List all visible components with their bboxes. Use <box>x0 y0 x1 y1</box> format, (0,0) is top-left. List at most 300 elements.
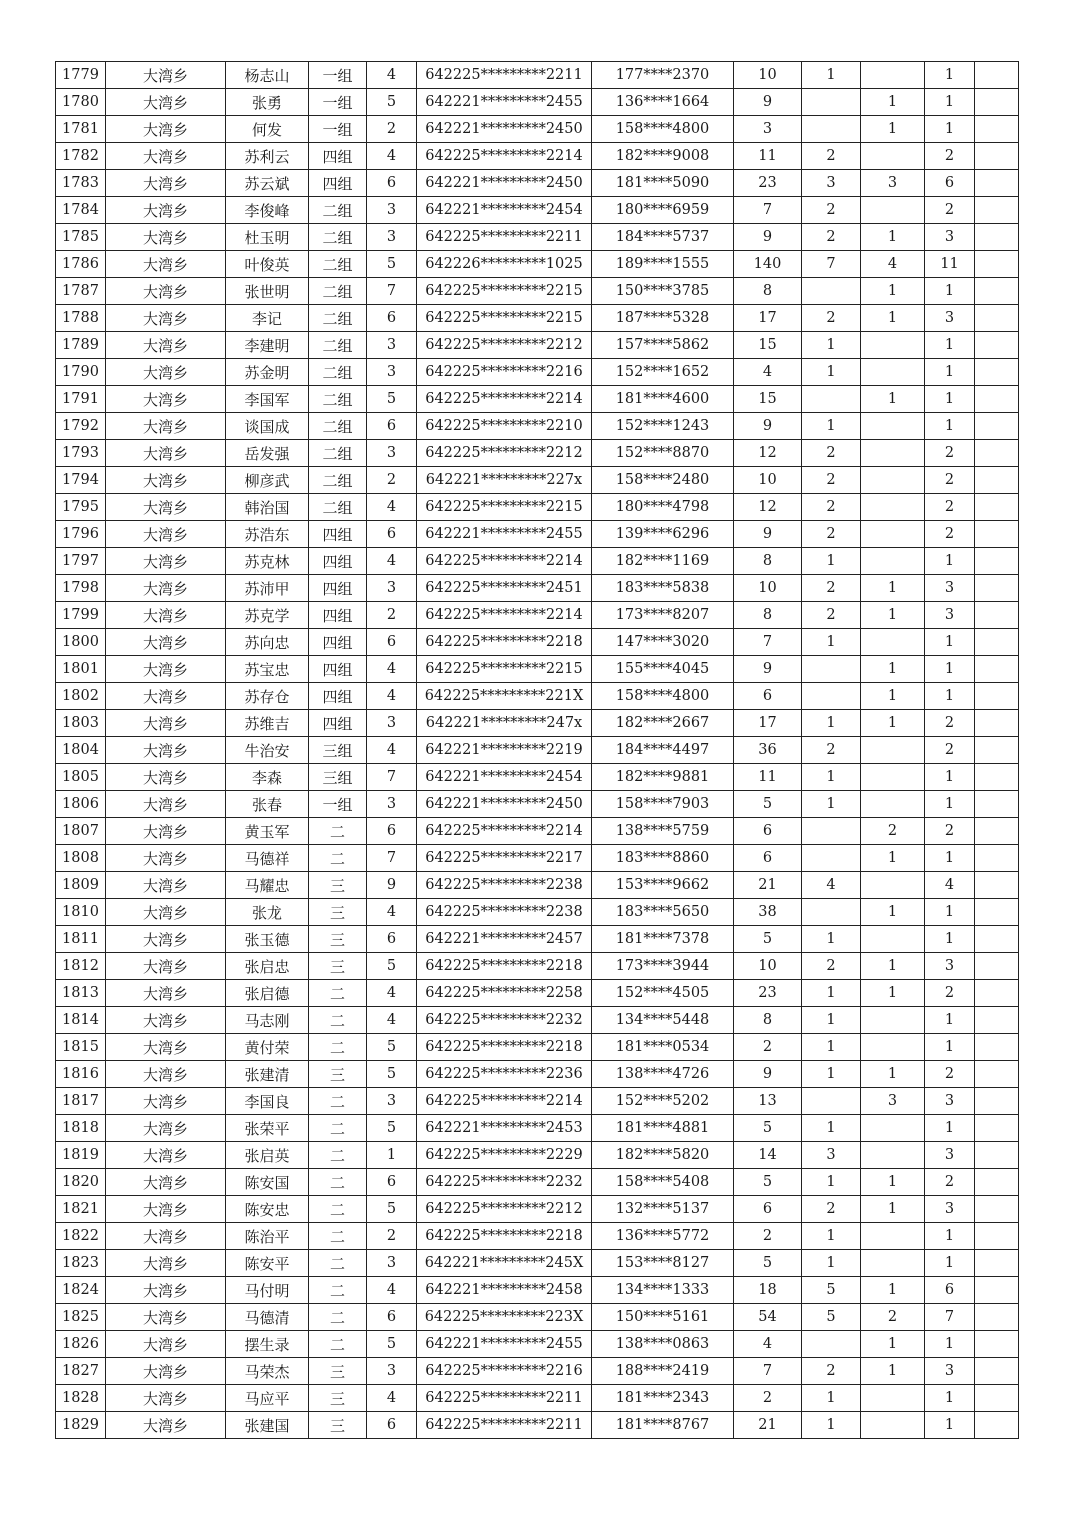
count-b-cell: 1 <box>802 1412 861 1439</box>
householder-name-cell: 岳发强 <box>226 440 309 467</box>
household-size-cell: 6 <box>367 629 417 656</box>
household-size-cell: 4 <box>367 494 417 521</box>
householder-name-cell: 李记 <box>226 305 309 332</box>
village-group-cell: 一组 <box>309 89 367 116</box>
township-cell: 大湾乡 <box>106 1223 226 1250</box>
township-cell: 大湾乡 <box>106 548 226 575</box>
id-number-cell: 642225*********2258 <box>417 980 592 1007</box>
count-b-cell <box>802 1331 861 1358</box>
row-number-cell: 1809 <box>56 872 106 899</box>
count-b-cell: 2 <box>802 575 861 602</box>
count-a-cell: 18 <box>734 1277 802 1304</box>
row-number-cell: 1810 <box>56 899 106 926</box>
householder-name-cell: 杜玉明 <box>226 224 309 251</box>
id-number-cell: 642225*********2215 <box>417 305 592 332</box>
remark-cell <box>975 953 1019 980</box>
count-c-cell: 1 <box>861 89 925 116</box>
remark-cell <box>975 656 1019 683</box>
remark-cell <box>975 548 1019 575</box>
count-total-cell: 2 <box>925 737 975 764</box>
count-a-cell: 7 <box>734 629 802 656</box>
table-row <box>56 251 1019 278</box>
township-cell: 大湾乡 <box>106 1007 226 1034</box>
phone-number-cell: 181****5090 <box>592 170 734 197</box>
count-a-cell: 140 <box>734 251 802 278</box>
count-total-cell: 1 <box>925 1250 975 1277</box>
table-row <box>56 1007 1019 1034</box>
household-size-cell: 2 <box>367 116 417 143</box>
household-size-cell: 5 <box>367 1115 417 1142</box>
village-group-cell: 二 <box>309 818 367 845</box>
township-cell: 大湾乡 <box>106 926 226 953</box>
row-number-cell: 1820 <box>56 1169 106 1196</box>
household-size-cell: 4 <box>367 1007 417 1034</box>
household-size-cell: 2 <box>367 467 417 494</box>
id-number-cell: 642225*********2218 <box>417 1223 592 1250</box>
count-c-cell <box>861 440 925 467</box>
phone-number-cell: 152****4505 <box>592 980 734 1007</box>
township-cell: 大湾乡 <box>106 1250 226 1277</box>
household-size-cell: 4 <box>367 62 417 89</box>
count-b-cell: 1 <box>802 1385 861 1412</box>
phone-number-cell: 138****4726 <box>592 1061 734 1088</box>
id-number-cell: 642225*********2216 <box>417 1358 592 1385</box>
table-row <box>56 872 1019 899</box>
township-cell: 大湾乡 <box>106 1088 226 1115</box>
count-a-cell: 23 <box>734 170 802 197</box>
table-row <box>56 1088 1019 1115</box>
count-c-cell <box>861 143 925 170</box>
table-row <box>56 332 1019 359</box>
count-a-cell: 21 <box>734 1412 802 1439</box>
row-number-cell: 1796 <box>56 521 106 548</box>
household-size-cell: 5 <box>367 1061 417 1088</box>
count-a-cell: 54 <box>734 1304 802 1331</box>
phone-number-cell: 181****4600 <box>592 386 734 413</box>
householder-name-cell: 谈国成 <box>226 413 309 440</box>
household-size-cell: 3 <box>367 791 417 818</box>
phone-number-cell: 182****9881 <box>592 764 734 791</box>
count-total-cell: 2 <box>925 521 975 548</box>
householder-name-cell: 张荣平 <box>226 1115 309 1142</box>
id-number-cell: 642221*********247x <box>417 710 592 737</box>
count-c-cell <box>861 548 925 575</box>
id-number-cell: 642225*********2214 <box>417 548 592 575</box>
count-total-cell: 2 <box>925 818 975 845</box>
count-b-cell: 2 <box>802 224 861 251</box>
count-a-cell: 8 <box>734 278 802 305</box>
row-number-cell: 1795 <box>56 494 106 521</box>
remark-cell <box>975 980 1019 1007</box>
table-row <box>56 737 1019 764</box>
count-a-cell: 23 <box>734 980 802 1007</box>
row-number-cell: 1787 <box>56 278 106 305</box>
household-size-cell: 3 <box>367 1088 417 1115</box>
row-number-cell: 1829 <box>56 1412 106 1439</box>
count-total-cell: 1 <box>925 89 975 116</box>
table-row <box>56 386 1019 413</box>
village-group-cell: 三组 <box>309 737 367 764</box>
count-b-cell <box>802 656 861 683</box>
count-total-cell: 3 <box>925 953 975 980</box>
count-a-cell: 8 <box>734 548 802 575</box>
village-group-cell: 一组 <box>309 62 367 89</box>
count-c-cell: 1 <box>861 278 925 305</box>
township-cell: 大湾乡 <box>106 89 226 116</box>
village-group-cell: 二组 <box>309 413 367 440</box>
count-b-cell: 2 <box>802 305 861 332</box>
phone-number-cell: 138****5759 <box>592 818 734 845</box>
count-c-cell <box>861 764 925 791</box>
household-size-cell: 4 <box>367 548 417 575</box>
household-size-cell: 6 <box>367 413 417 440</box>
count-b-cell <box>802 899 861 926</box>
table-row <box>56 116 1019 143</box>
remark-cell <box>975 791 1019 818</box>
phone-number-cell: 153****9662 <box>592 872 734 899</box>
count-c-cell: 1 <box>861 899 925 926</box>
phone-number-cell: 158****2480 <box>592 467 734 494</box>
village-group-cell: 二 <box>309 1223 367 1250</box>
count-c-cell <box>861 62 925 89</box>
count-c-cell: 4 <box>861 251 925 278</box>
table-row <box>56 413 1019 440</box>
householder-name-cell: 马德祥 <box>226 845 309 872</box>
remark-cell <box>975 845 1019 872</box>
table-row <box>56 1142 1019 1169</box>
id-number-cell: 642221*********2457 <box>417 926 592 953</box>
township-cell: 大湾乡 <box>106 332 226 359</box>
township-cell: 大湾乡 <box>106 629 226 656</box>
remark-cell <box>975 1412 1019 1439</box>
row-number-cell: 1804 <box>56 737 106 764</box>
village-group-cell: 二 <box>309 1115 367 1142</box>
table-row <box>56 197 1019 224</box>
id-number-cell: 642225*********2212 <box>417 1196 592 1223</box>
table-row <box>56 899 1019 926</box>
householder-name-cell: 苏云斌 <box>226 170 309 197</box>
count-total-cell: 3 <box>925 1358 975 1385</box>
count-total-cell: 3 <box>925 224 975 251</box>
table-row <box>56 89 1019 116</box>
phone-number-cell: 184****5737 <box>592 224 734 251</box>
count-b-cell: 1 <box>802 1169 861 1196</box>
count-c-cell <box>861 629 925 656</box>
householder-name-cell: 苏浩东 <box>226 521 309 548</box>
count-total-cell: 6 <box>925 170 975 197</box>
household-size-cell: 4 <box>367 1385 417 1412</box>
household-size-cell: 5 <box>367 89 417 116</box>
township-cell: 大湾乡 <box>106 440 226 467</box>
table-row <box>56 980 1019 1007</box>
remark-cell <box>975 332 1019 359</box>
householder-name-cell: 李建明 <box>226 332 309 359</box>
id-number-cell: 642221*********245X <box>417 1250 592 1277</box>
id-number-cell: 642225*********2238 <box>417 899 592 926</box>
householder-name-cell: 摆生录 <box>226 1331 309 1358</box>
count-a-cell: 38 <box>734 899 802 926</box>
count-b-cell: 2 <box>802 521 861 548</box>
count-b-cell: 1 <box>802 413 861 440</box>
remark-cell <box>975 1250 1019 1277</box>
id-number-cell: 642221*********2450 <box>417 791 592 818</box>
count-a-cell: 17 <box>734 305 802 332</box>
householder-name-cell: 苏向忠 <box>226 629 309 656</box>
row-number-cell: 1798 <box>56 575 106 602</box>
count-c-cell: 1 <box>861 1358 925 1385</box>
table-row <box>56 710 1019 737</box>
remark-cell <box>975 467 1019 494</box>
count-total-cell: 11 <box>925 251 975 278</box>
count-a-cell: 10 <box>734 953 802 980</box>
count-c-cell: 1 <box>861 1277 925 1304</box>
row-number-cell: 1792 <box>56 413 106 440</box>
id-number-cell: 642225*********2232 <box>417 1007 592 1034</box>
householder-name-cell: 马荣杰 <box>226 1358 309 1385</box>
row-number-cell: 1818 <box>56 1115 106 1142</box>
village-group-cell: 三组 <box>309 764 367 791</box>
count-total-cell: 3 <box>925 602 975 629</box>
table-row <box>56 1385 1019 1412</box>
count-c-cell <box>861 494 925 521</box>
township-cell: 大湾乡 <box>106 1169 226 1196</box>
row-number-cell: 1794 <box>56 467 106 494</box>
householder-name-cell: 马付明 <box>226 1277 309 1304</box>
village-group-cell: 三 <box>309 953 367 980</box>
count-b-cell <box>802 1088 861 1115</box>
householder-name-cell: 苏存仓 <box>226 683 309 710</box>
household-size-cell: 7 <box>367 764 417 791</box>
count-c-cell: 3 <box>861 1088 925 1115</box>
phone-number-cell: 183****5838 <box>592 575 734 602</box>
count-c-cell <box>861 359 925 386</box>
count-a-cell: 2 <box>734 1223 802 1250</box>
township-cell: 大湾乡 <box>106 116 226 143</box>
count-total-cell: 2 <box>925 980 975 1007</box>
household-size-cell: 3 <box>367 710 417 737</box>
id-number-cell: 642225*********2218 <box>417 1034 592 1061</box>
householder-name-cell: 张启忠 <box>226 953 309 980</box>
id-number-cell: 642225*********2232 <box>417 1169 592 1196</box>
count-c-cell: 2 <box>861 818 925 845</box>
remark-cell <box>975 818 1019 845</box>
count-c-cell: 1 <box>861 1196 925 1223</box>
household-size-cell: 4 <box>367 737 417 764</box>
table-row <box>56 1115 1019 1142</box>
householder-name-cell: 李森 <box>226 764 309 791</box>
table-row <box>56 494 1019 521</box>
householder-name-cell: 李国军 <box>226 386 309 413</box>
row-number-cell: 1816 <box>56 1061 106 1088</box>
township-cell: 大湾乡 <box>106 1196 226 1223</box>
householder-name-cell: 张勇 <box>226 89 309 116</box>
remark-cell <box>975 1115 1019 1142</box>
village-group-cell: 四组 <box>309 656 367 683</box>
village-group-cell: 一组 <box>309 116 367 143</box>
remark-cell <box>975 629 1019 656</box>
table-row <box>56 440 1019 467</box>
row-number-cell: 1789 <box>56 332 106 359</box>
household-table <box>55 61 1019 1439</box>
household-size-cell: 5 <box>367 1034 417 1061</box>
count-a-cell: 9 <box>734 1061 802 1088</box>
row-number-cell: 1813 <box>56 980 106 1007</box>
row-number-cell: 1797 <box>56 548 106 575</box>
township-cell: 大湾乡 <box>106 521 226 548</box>
phone-number-cell: 183****8860 <box>592 845 734 872</box>
remark-cell <box>975 359 1019 386</box>
householder-name-cell: 苏利云 <box>226 143 309 170</box>
row-number-cell: 1779 <box>56 62 106 89</box>
count-c-cell <box>861 1115 925 1142</box>
row-number-cell: 1791 <box>56 386 106 413</box>
phone-number-cell: 138****0863 <box>592 1331 734 1358</box>
count-a-cell: 6 <box>734 845 802 872</box>
householder-name-cell: 马耀忠 <box>226 872 309 899</box>
remark-cell <box>975 1034 1019 1061</box>
count-b-cell: 2 <box>802 1196 861 1223</box>
count-total-cell: 1 <box>925 278 975 305</box>
row-number-cell: 1826 <box>56 1331 106 1358</box>
township-cell: 大湾乡 <box>106 359 226 386</box>
count-b-cell: 4 <box>802 872 861 899</box>
count-total-cell: 7 <box>925 1304 975 1331</box>
id-number-cell: 642221*********2450 <box>417 116 592 143</box>
count-b-cell: 3 <box>802 170 861 197</box>
row-number-cell: 1783 <box>56 170 106 197</box>
count-total-cell: 1 <box>925 1115 975 1142</box>
village-group-cell: 二组 <box>309 386 367 413</box>
phone-number-cell: 134****1333 <box>592 1277 734 1304</box>
count-a-cell: 9 <box>734 413 802 440</box>
householder-name-cell: 苏金明 <box>226 359 309 386</box>
count-b-cell <box>802 386 861 413</box>
count-total-cell: 1 <box>925 1331 975 1358</box>
household-size-cell: 7 <box>367 278 417 305</box>
count-b-cell: 1 <box>802 791 861 818</box>
count-total-cell: 3 <box>925 1196 975 1223</box>
village-group-cell: 二组 <box>309 440 367 467</box>
count-total-cell: 3 <box>925 305 975 332</box>
remark-cell <box>975 1061 1019 1088</box>
household-size-cell: 3 <box>367 197 417 224</box>
household-size-cell: 2 <box>367 1223 417 1250</box>
count-c-cell <box>861 1007 925 1034</box>
village-group-cell: 二 <box>309 845 367 872</box>
count-b-cell <box>802 116 861 143</box>
count-a-cell: 10 <box>734 467 802 494</box>
householder-name-cell: 柳彦武 <box>226 467 309 494</box>
count-c-cell <box>861 332 925 359</box>
count-total-cell: 1 <box>925 332 975 359</box>
township-cell: 大湾乡 <box>106 656 226 683</box>
household-size-cell: 4 <box>367 899 417 926</box>
township-cell: 大湾乡 <box>106 980 226 1007</box>
count-c-cell <box>861 1250 925 1277</box>
household-size-cell: 3 <box>367 1358 417 1385</box>
phone-number-cell: 147****3020 <box>592 629 734 656</box>
row-number-cell: 1807 <box>56 818 106 845</box>
count-b-cell: 3 <box>802 1142 861 1169</box>
count-c-cell <box>861 791 925 818</box>
count-a-cell: 9 <box>734 521 802 548</box>
id-number-cell: 642225*********2211 <box>417 1385 592 1412</box>
village-group-cell: 四组 <box>309 710 367 737</box>
id-number-cell: 642221*********2450 <box>417 170 592 197</box>
row-number-cell: 1782 <box>56 143 106 170</box>
phone-number-cell: 187****5328 <box>592 305 734 332</box>
remark-cell <box>975 683 1019 710</box>
householder-name-cell: 马德清 <box>226 1304 309 1331</box>
count-total-cell: 1 <box>925 1034 975 1061</box>
village-group-cell: 二 <box>309 1034 367 1061</box>
count-a-cell: 7 <box>734 1358 802 1385</box>
id-number-cell: 642225*********2211 <box>417 224 592 251</box>
village-group-cell: 一组 <box>309 791 367 818</box>
count-b-cell: 1 <box>802 1115 861 1142</box>
phone-number-cell: 182****2667 <box>592 710 734 737</box>
township-cell: 大湾乡 <box>106 845 226 872</box>
table-row <box>56 602 1019 629</box>
remark-cell <box>975 710 1019 737</box>
row-number-cell: 1800 <box>56 629 106 656</box>
count-b-cell: 5 <box>802 1277 861 1304</box>
township-cell: 大湾乡 <box>106 683 226 710</box>
table-row <box>56 575 1019 602</box>
township-cell: 大湾乡 <box>106 143 226 170</box>
village-group-cell: 三 <box>309 1061 367 1088</box>
household-size-cell: 3 <box>367 1250 417 1277</box>
remark-cell <box>975 413 1019 440</box>
township-cell: 大湾乡 <box>106 710 226 737</box>
id-number-cell: 642221*********2455 <box>417 521 592 548</box>
remark-cell <box>975 143 1019 170</box>
remark-cell <box>975 440 1019 467</box>
phone-number-cell: 152****8870 <box>592 440 734 467</box>
remark-cell <box>975 278 1019 305</box>
phone-number-cell: 173****8207 <box>592 602 734 629</box>
count-b-cell: 1 <box>802 764 861 791</box>
row-number-cell: 1808 <box>56 845 106 872</box>
id-number-cell: 642221*********227x <box>417 467 592 494</box>
count-b-cell: 1 <box>802 629 861 656</box>
id-number-cell: 642225*********2218 <box>417 953 592 980</box>
township-cell: 大湾乡 <box>106 1034 226 1061</box>
count-c-cell: 1 <box>861 656 925 683</box>
household-size-cell: 5 <box>367 953 417 980</box>
village-group-cell: 二 <box>309 1007 367 1034</box>
householder-name-cell: 何发 <box>226 116 309 143</box>
count-total-cell: 3 <box>925 575 975 602</box>
id-number-cell: 642225*********221X <box>417 683 592 710</box>
id-number-cell: 642221*********2454 <box>417 197 592 224</box>
remark-cell <box>975 764 1019 791</box>
id-number-cell: 642226*********1025 <box>417 251 592 278</box>
remark-cell <box>975 899 1019 926</box>
id-number-cell: 642221*********2455 <box>417 1331 592 1358</box>
row-number-cell: 1788 <box>56 305 106 332</box>
household-size-cell: 6 <box>367 926 417 953</box>
householder-name-cell: 李俊峰 <box>226 197 309 224</box>
township-cell: 大湾乡 <box>106 1277 226 1304</box>
township-cell: 大湾乡 <box>106 575 226 602</box>
household-size-cell: 5 <box>367 386 417 413</box>
remark-cell <box>975 1142 1019 1169</box>
row-number-cell: 1828 <box>56 1385 106 1412</box>
table-row <box>56 62 1019 89</box>
id-number-cell: 642221*********2458 <box>417 1277 592 1304</box>
count-total-cell: 2 <box>925 1169 975 1196</box>
